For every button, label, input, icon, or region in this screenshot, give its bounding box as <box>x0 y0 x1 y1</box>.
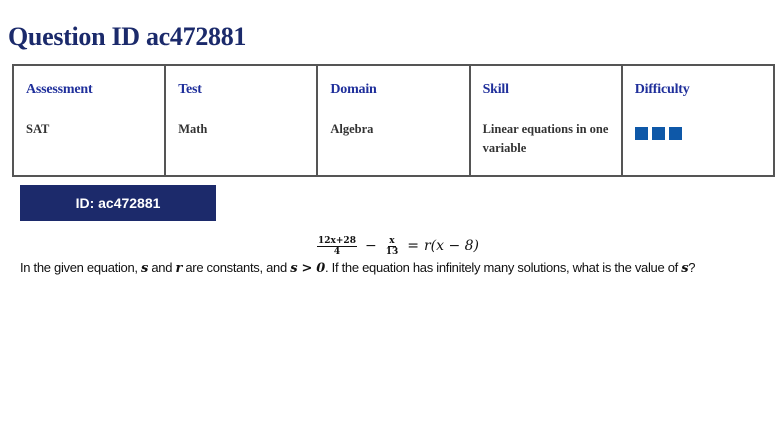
prompt-part-3: are constants, and <box>182 260 291 275</box>
meta-cell-test <box>165 65 317 176</box>
fraction-1 <box>317 236 357 257</box>
prompt-part-4: . If the equation has infinitely many solutions, what is the value of <box>325 260 682 275</box>
fraction-1-numerator: 12x+28 <box>318 235 356 246</box>
difficulty-bar <box>635 127 648 140</box>
domain-value: Algebra <box>330 122 374 136</box>
domain-header: Domain <box>330 82 377 97</box>
page-title: Question ID ac472881 <box>8 22 247 51</box>
assessment-header: Assessment <box>26 82 93 97</box>
test-header: Test <box>178 82 202 97</box>
test-value: Math <box>178 122 208 136</box>
equals-operator: = <box>407 238 419 254</box>
difficulty-bar <box>652 127 665 140</box>
var-r: r <box>175 261 183 276</box>
meta-cell-domain <box>317 65 469 176</box>
difficulty-indicator <box>635 127 761 140</box>
fraction-2 <box>385 236 400 257</box>
fraction-1-denominator: 4 <box>333 246 341 257</box>
minus-operator: − <box>364 238 377 254</box>
assessment-value: SAT <box>26 122 50 136</box>
prompt-part-5: ? <box>688 260 696 275</box>
equation <box>314 233 479 259</box>
meta-cell-difficulty <box>622 65 774 176</box>
equation-rhs: r(x − 8) <box>423 238 480 254</box>
difficulty-header: Difficulty <box>634 82 690 97</box>
meta-row <box>13 65 774 176</box>
question-prompt <box>20 258 760 279</box>
question-meta-table <box>12 64 775 177</box>
meta-cell-skill <box>470 65 622 176</box>
skill-value: Linear equations in one variable <box>482 122 609 155</box>
fraction-2-denominator: 13 <box>385 246 399 257</box>
prompt-part-2: and <box>148 260 176 275</box>
var-s: s <box>141 261 149 276</box>
difficulty-bar <box>669 127 682 140</box>
condition-s-positive: s > 0 <box>290 261 326 276</box>
var-s-final: s <box>681 261 689 276</box>
meta-cell-assessment <box>13 65 165 176</box>
skill-header: Skill <box>482 82 509 97</box>
question-id-badge: ID: ac472881 <box>20 185 216 221</box>
prompt-part-1: In the given equation, <box>20 260 142 275</box>
fraction-2-numerator: x <box>389 235 395 246</box>
